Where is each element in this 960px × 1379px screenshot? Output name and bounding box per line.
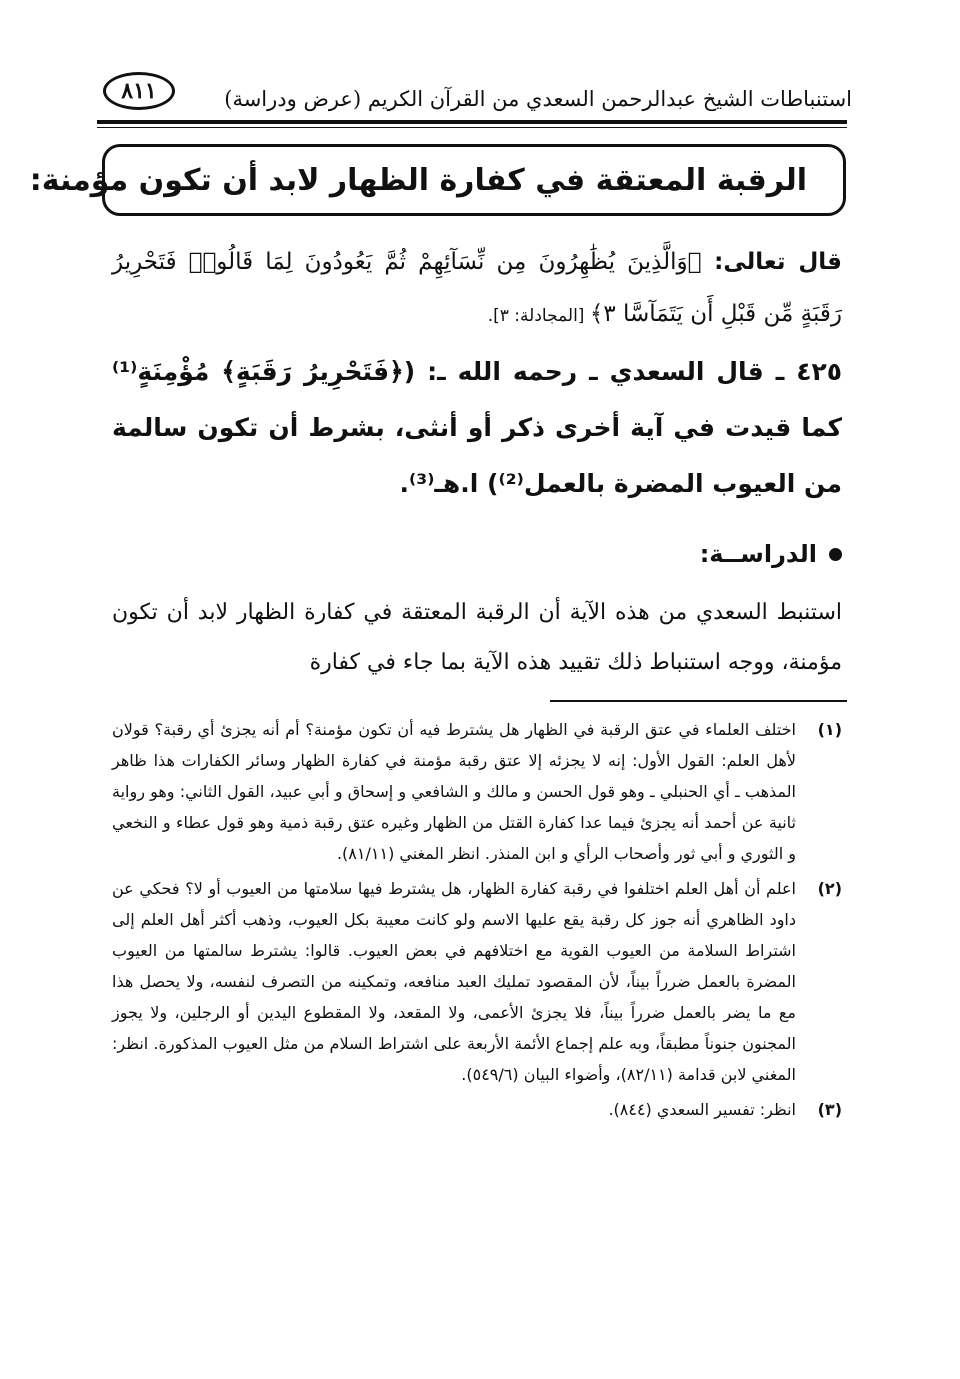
istinbat-paragraph: ٤٢٥ ـ قال السعدي ـ رحمه الله ـ: (﴿فَتَحْرِيرُ رَقَبَةٍ﴾ مُؤْمِنَةٍ⁽¹⁾ كما قيدت في آية أخرى ذكر أو أنثى، بشرط أن تكون سالمة من العيوب المضرة بالعمل⁽²⁾) ا.هـ⁽³⁾. [112,357,842,498]
verse-reference: [المجادلة: ٣]. [487,306,590,326]
footnote-number: (٢) [817,879,842,898]
footnote-text: انظر: تفسير السعدي (٨٤٤). [608,1100,796,1119]
footnotes [112,714,842,1129]
header-rule-thin [97,127,847,128]
footnote [112,714,842,869]
study-heading-label: الدراســة: [699,540,817,568]
quran-verse: ﴿وَالَّذِينَ يُظَٰهِرُونَ مِن نِّسَآئِهِمْ ثُمَّ يَعُودُونَ لِمَا قَالُوا۟ فَتَحْرِيرُ رَقَبَةٍ مِّن قَبْلِ أَن يَتَمَآسَّا ٣﴾ [112,249,842,327]
footnote [112,873,842,1090]
header-rule [97,120,847,124]
bullet-icon [829,548,842,561]
page-number: ٨١١ [103,72,175,110]
footnote [112,1094,842,1125]
verse-paragraph [112,236,842,342]
footnote-separator [550,700,847,702]
footnote-text: اعلم أن أهل العلم اختلفوا في رقبة كفارة الظهار، هل يشترط فيها سلامتها من العيوب أو لا؟ فحكي عن داود الظاهري أنه جوز كل رقبة يقع عليها الاسم ولو كانت معيبة بكل العيوب، وذهب أكثر أهل العلم إلى اشتراط السلامة من العيوب القوية مع اختلافهم في بعض العيوب. قالوا: يشترط سالمتها من العيوب المضرة بالعمل ضرراً بيناً، لأن المقصود تمليك العبد منافعه، وتمكينه من التصرف لنفسه، ولا يحصل هذا مع ما يضر بالعمل ضرراً بيناً، فلا يجزئ الأعمى، ولا المقعد، ولا المقطوع اليدين أو الرجلين، ولا يجوز المجنون جنوناً مطبقاً، وبه علم إجماع الأئمة الأربعة على اشتراط السلام من مثل العيوب المذكورة. انظر: المغني لابن قدامة (٨٢/١١)، وأضواء البيان (٥٤٩/٦). [112,879,796,1084]
running-title: استنباطات الشيخ عبدالرحمن السعدي من القرآن الكريم (عرض ودراسة) [224,87,852,111]
verse-intro: قال تعالى: [701,249,842,275]
footnote-text: اختلف العلماء في عتق الرقبة في الظهار هل يشترط فيه أن تكون مؤمنة؟ أم أنه يجزئ أي رقبة؟ قولان لأهل العلم: القول الأول: إنه لا يجزئه إلا عتق رقبة مؤمنة في كفارة الظهار وسائر الكفارات هذا ظاهر المذهب ـ أي الحنبلي ـ وهو قول الحسن و مالك و الشافعي و إسحاق و أبي عبيد، القول الثاني: وهو رواية ثانية عن أحمد أنه يجزئ فيما عدا كفارة القتل من الظهار وغيره عتق رقبة ذمية وهو قول عطاء و النخعي و الثوري و أبي ثور وأصحاب الرأي و ابن المنذر. انظر المغني (٨١/١١). [112,720,796,863]
footnote-number: (١) [817,720,842,739]
footnote-number: (٣) [817,1100,842,1119]
section-title: الرقبة المعتقة في كفارة الظهار لابد أن تكون مؤمنة: [29,162,807,198]
section-title-box [29,144,846,216]
study-paragraph: استنبط السعدي من هذه الآية أن الرقبة المعتقة في كفارة الظهار لابد أن تكون مؤمنة، ووجه استنباط ذلك تقييد هذه الآية بما جاء في كفارة [112,600,842,675]
study-heading [700,536,842,572]
